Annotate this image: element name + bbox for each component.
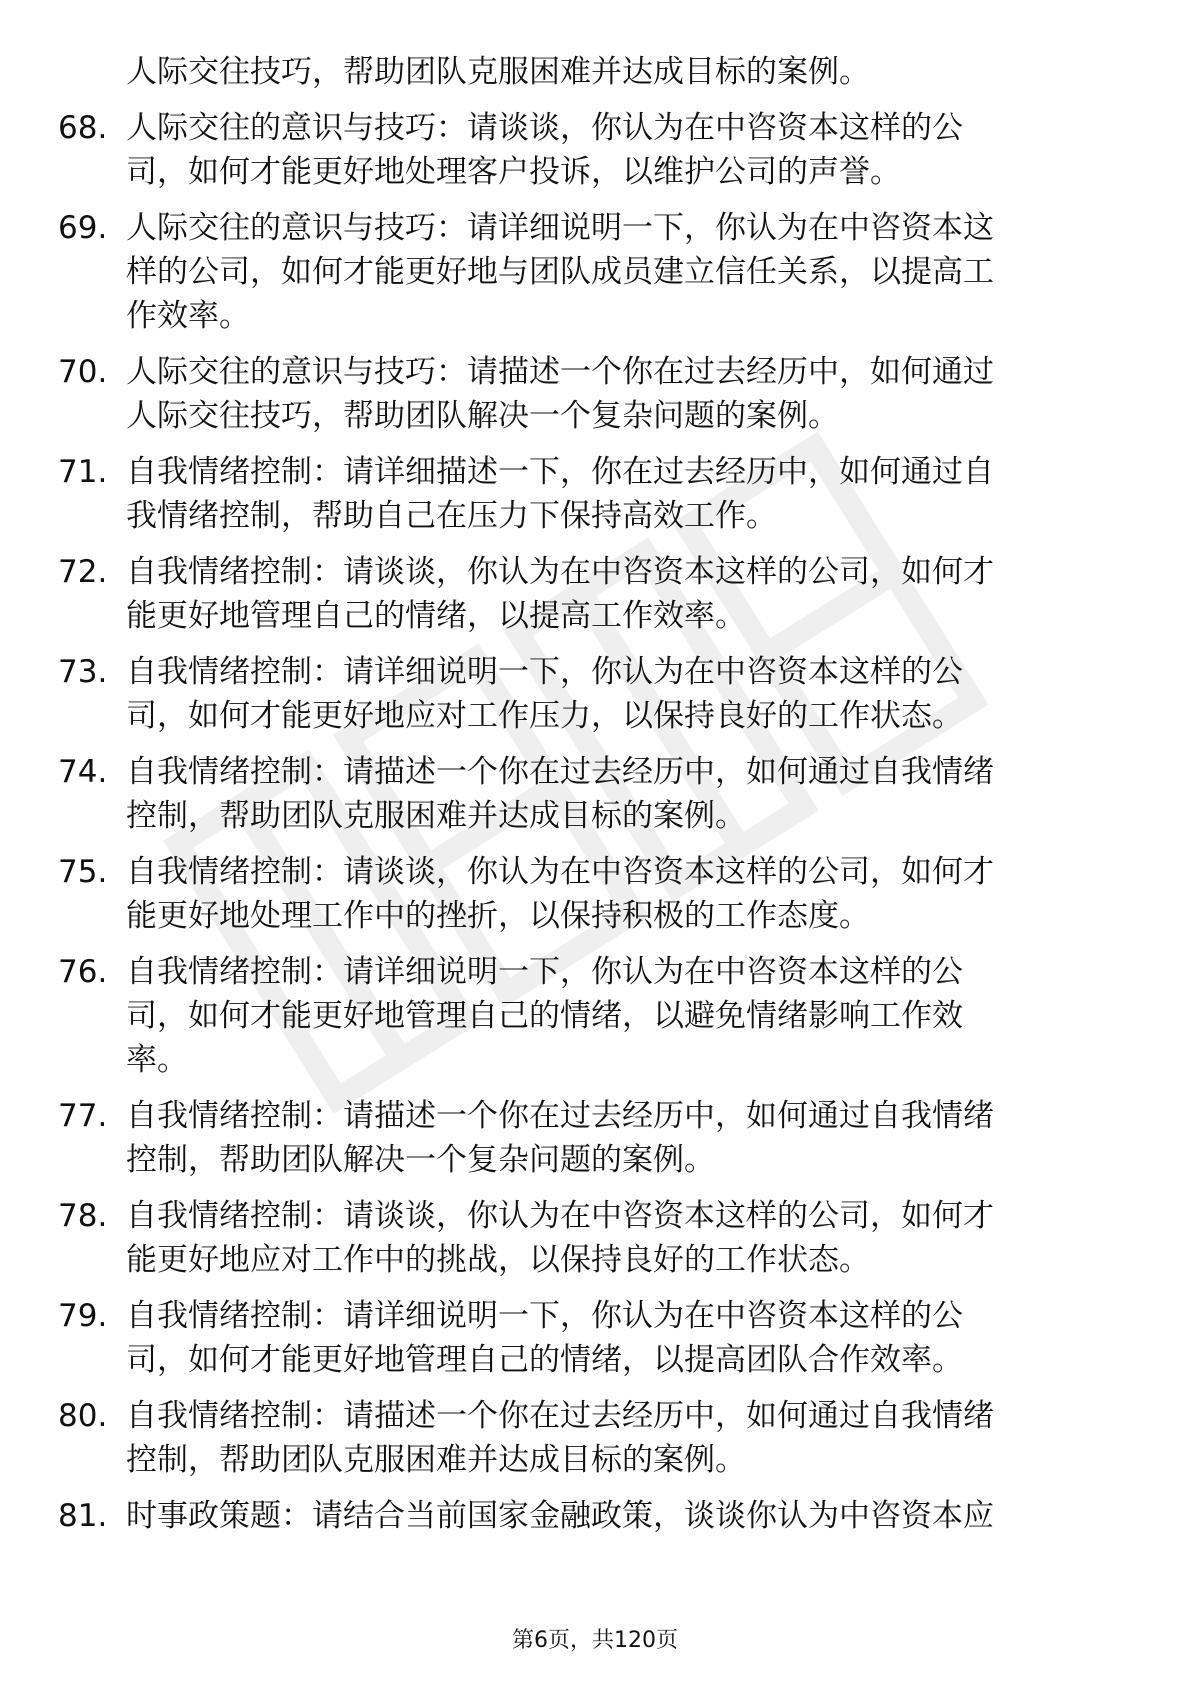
item-text-line: 能更好地应对工作中的挑战，以保持良好的工作状态。 <box>126 1242 870 1278</box>
list-item <box>58 450 1118 538</box>
list-item <box>58 850 1118 938</box>
item-number: 75. <box>58 854 108 890</box>
item-text-line: 时事政策题：请结合当前国家金融政策，谈谈你认为中咨资本应 <box>126 1498 994 1534</box>
item-number: 79. <box>58 1298 108 1334</box>
list-item <box>58 106 1118 194</box>
item-text <box>58 450 1118 538</box>
item-text <box>58 1394 1118 1482</box>
item-text <box>58 950 1118 1082</box>
item-text-line: 自我情绪控制：请描述一个你在过去经历中，如何通过自我情绪 <box>126 1098 994 1134</box>
items-container <box>58 106 1118 1538</box>
item-text-line: 人际交往的意识与技巧：请描述一个你在过去经历中，如何通过 <box>126 354 994 390</box>
item-number: 69. <box>58 210 108 246</box>
item-number: 77. <box>58 1098 108 1134</box>
list-item <box>58 206 1118 338</box>
item-number: 73. <box>58 654 108 690</box>
item-text-line: 司，如何才能更好地处理客户投诉，以维护公司的声誉。 <box>126 154 901 190</box>
item-text-line: 自我情绪控制：请描述一个你在过去经历中，如何通过自我情绪 <box>126 754 994 790</box>
item-text <box>58 350 1118 438</box>
list-item <box>58 350 1118 438</box>
item-text-line: 司，如何才能更好地管理自己的情绪，以提高团队合作效率。 <box>126 1342 963 1378</box>
item-text <box>58 1494 1118 1538</box>
question-list <box>58 50 1118 1538</box>
item-text-line: 人际交往的意识与技巧：请详细说明一下，你认为在中咨资本这 <box>126 210 994 246</box>
item-text <box>58 850 1118 938</box>
item-text <box>58 206 1118 338</box>
item-text-line: 自我情绪控制：请详细描述一下，你在过去经历中，如何通过自 <box>126 454 994 490</box>
item-text-line: 司，如何才能更好地应对工作压力，以保持良好的工作状态。 <box>126 698 963 734</box>
item-text-line: 作效率。 <box>126 298 250 334</box>
list-item <box>58 550 1118 638</box>
item-text-line: 自我情绪控制：请详细说明一下，你认为在中咨资本这样的公 <box>126 1298 963 1334</box>
item-number: 72. <box>58 554 108 590</box>
item-text <box>58 750 1118 838</box>
item-text <box>58 106 1118 194</box>
item-number: 80. <box>58 1398 108 1434</box>
item-text-line: 自我情绪控制：请谈谈，你认为在中咨资本这样的公司，如何才 <box>126 554 994 590</box>
item-text-line: 司，如何才能更好地管理自己的情绪，以避免情绪影响工作效 <box>126 998 963 1034</box>
item-number: 71. <box>58 454 108 490</box>
item-text <box>58 1094 1118 1182</box>
item-number: 68. <box>58 110 108 146</box>
item-text <box>58 1294 1118 1382</box>
item-text <box>58 550 1118 638</box>
continued-text: 人际交往技巧，帮助团队克服困难并达成目标的案例。 <box>126 54 870 90</box>
item-text-line: 控制，帮助团队克服困难并达成目标的案例。 <box>126 798 746 834</box>
page-footer: 第6页，共120页 <box>512 1628 678 1653</box>
list-item <box>58 950 1118 1082</box>
list-item <box>58 1294 1118 1382</box>
item-text-line: 人际交往的意识与技巧：请谈谈，你认为在中咨资本这样的公 <box>126 110 963 146</box>
item-text-line: 自我情绪控制：请详细说明一下，你认为在中咨资本这样的公 <box>126 654 963 690</box>
item-text-line: 控制，帮助团队克服困难并达成目标的案例。 <box>126 1442 746 1478</box>
item-number: 74. <box>58 754 108 790</box>
item-number: 76. <box>58 954 108 990</box>
item-number: 70. <box>58 354 108 390</box>
list-item <box>58 1394 1118 1482</box>
list-item <box>58 650 1118 738</box>
item-number: 78. <box>58 1198 108 1234</box>
item-text-line: 样的公司，如何才能更好地与团队成员建立信任关系，以提高工 <box>126 254 994 290</box>
item-number: 81. <box>58 1498 108 1534</box>
list-item <box>58 1494 1118 1538</box>
list-item <box>58 1194 1118 1282</box>
item-text-line: 自我情绪控制：请详细说明一下，你认为在中咨资本这样的公 <box>126 954 963 990</box>
item-text-line: 能更好地管理自己的情绪，以提高工作效率。 <box>126 598 746 634</box>
item-text <box>58 1194 1118 1282</box>
list-item <box>58 1094 1118 1182</box>
item-text-line: 自我情绪控制：请谈谈，你认为在中咨资本这样的公司，如何才 <box>126 854 994 890</box>
item-text <box>58 650 1118 738</box>
item-text-line: 自我情绪控制：请描述一个你在过去经历中，如何通过自我情绪 <box>126 1398 994 1434</box>
item-text-line: 能更好地处理工作中的挫折，以保持积极的工作态度。 <box>126 898 870 934</box>
item-text-line: 我情绪控制，帮助自己在压力下保持高效工作。 <box>126 498 777 534</box>
item-text-line: 自我情绪控制：请谈谈，你认为在中咨资本这样的公司，如何才 <box>126 1198 994 1234</box>
item-text-line: 控制，帮助团队解决一个复杂问题的案例。 <box>126 1142 715 1178</box>
item-text-line: 率。 <box>126 1042 188 1078</box>
list-item <box>58 750 1118 838</box>
item-text-line: 人际交往技巧，帮助团队解决一个复杂问题的案例。 <box>126 398 839 434</box>
